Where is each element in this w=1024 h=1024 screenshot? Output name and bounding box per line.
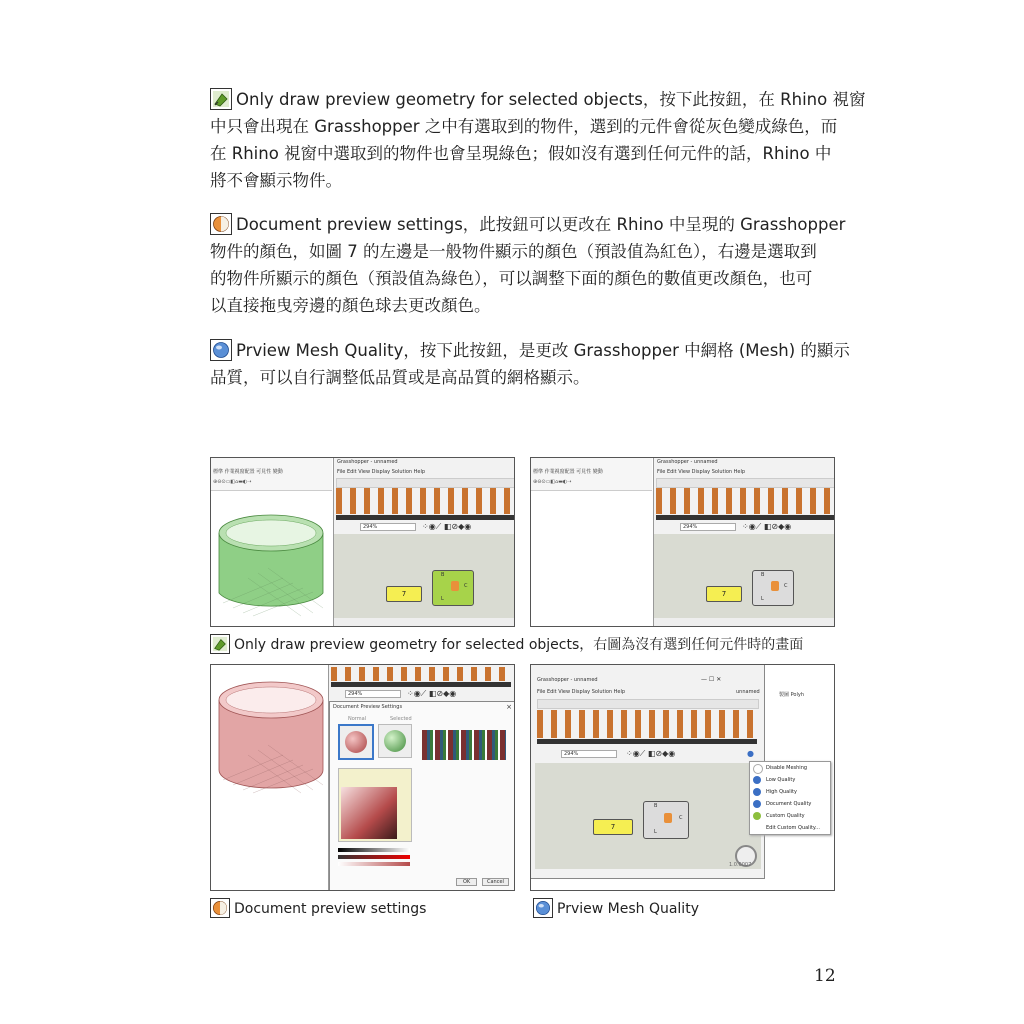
cylinder-component[interactable] (752, 570, 794, 606)
caption-mesh-quality (533, 898, 699, 919)
dialog-title: Document Preview Settings (333, 704, 403, 710)
selected-label: Selected (390, 716, 412, 722)
number-slider-component[interactable]: 7 (706, 586, 742, 602)
number-slider-component[interactable]: 7 (386, 586, 422, 602)
normal-color-swatch[interactable] (338, 724, 374, 760)
rhino-tool-icons: ⊕⊖⊙▭◧⌂▬◐⇢ (533, 479, 572, 485)
zoom-field[interactable]: 294% (561, 750, 617, 758)
caption-text: Document preview settings (234, 901, 427, 917)
document-preview-icon (210, 898, 230, 918)
screenshot-mesh-quality (530, 664, 835, 891)
custom-quality-icon (753, 812, 761, 820)
gh-title: Grasshopper - unnamed (537, 677, 598, 683)
red-cylinder-preview (213, 675, 328, 805)
cylinder-icon (664, 813, 672, 823)
number-slider-component[interactable]: 7 (593, 819, 633, 835)
gh-canvas[interactable] (334, 534, 515, 618)
gh-component-palette[interactable] (336, 488, 514, 514)
menu-item-edit-custom-quality[interactable]: Edit Custom Quality... (766, 825, 820, 831)
low-quality-icon (753, 776, 761, 784)
rhino-toolbar (211, 458, 332, 491)
preview-buttons-icons[interactable]: ⁘◉⟋ ◧⊘◆◉ (422, 522, 472, 531)
selected-preview-icon (210, 634, 230, 654)
gh-menu[interactable]: File Edit View Display Solution Help (537, 689, 626, 695)
color-slider[interactable] (338, 862, 410, 866)
gh-window (653, 458, 835, 627)
port-b: B (654, 803, 658, 809)
document-preview-icon (210, 213, 232, 235)
port-c: C (784, 583, 788, 589)
version-label: 1.0.0007 (729, 862, 752, 868)
caption-text: Only draw preview geometry for selected objects，右圖為沒有選到任何元件時的畫面 (234, 637, 804, 653)
green-cylinder-preview (213, 508, 331, 623)
gh-canvas[interactable] (654, 534, 835, 618)
menu-item-custom-quality[interactable]: Custom Quality (750, 810, 830, 822)
document-quality-icon (753, 800, 761, 808)
document-name: unnamed (736, 689, 760, 695)
menu-item-low-quality[interactable]: Low Quality (750, 774, 830, 786)
paragraph-document-preview (210, 211, 846, 319)
port-c: C (679, 815, 683, 821)
high-quality-icon (753, 788, 761, 796)
paragraph-line: 中只會出現在 Grasshopper 之中有選取到的物件，選到的元件會從灰色變成綠色，而 (210, 117, 838, 136)
menu-item-disable-meshing[interactable]: Disable Meshing (750, 762, 830, 774)
caption-selected-preview (210, 634, 803, 655)
gh-palette-labels (336, 515, 514, 520)
cylinder-component-selected[interactable] (432, 570, 474, 606)
port-b: B (761, 572, 765, 578)
rhino-tabs: 標準 作業視窗配置 可見性 變動 (533, 469, 603, 475)
paragraph-line: 品質，可以自行調整低品質或是高品質的網格顯示。 (210, 368, 590, 387)
gh-menu[interactable]: File Edit View Display Solution Help (657, 469, 746, 475)
rhino-tabs: 製圖 Polyh (779, 692, 805, 698)
rhino-tabs: 標準 作業視窗配置 可見性 變動 (213, 469, 283, 475)
rhino-toolbar (531, 458, 652, 491)
zoom-field[interactable]: 294% (360, 523, 416, 531)
caption-text: Prview Mesh Quality (557, 901, 699, 917)
gh-component-palette[interactable] (331, 667, 511, 681)
rhino-tool-icons: ⊕⊖⊙▭◧⌂▬◐⇢ (213, 479, 252, 485)
cancel-button[interactable]: Cancel (482, 878, 509, 886)
screenshot-document-preview-settings (210, 664, 515, 891)
normal-label: Normal (348, 716, 367, 722)
gh-tab-row[interactable] (656, 478, 835, 488)
preview-buttons-icons[interactable]: ⁘◉⟋ ◧⊘◆◉ (742, 522, 792, 531)
gh-window (328, 665, 515, 891)
ok-button[interactable]: OK (456, 878, 477, 886)
port-b: B (441, 572, 445, 578)
window-controls[interactable]: — ☐ ✕ (701, 676, 722, 683)
cylinder-icon (771, 581, 779, 591)
port-l: L (654, 829, 657, 835)
paragraph-mesh-quality (210, 337, 850, 391)
gh-statusbar (654, 618, 835, 627)
gh-statusbar (334, 618, 515, 627)
document-preview-dialog (329, 701, 515, 891)
mesh-quality-button-icon[interactable]: ● (747, 749, 754, 758)
paragraph-line: 在 Rhino 視窗中選取到的物件也會呈現綠色；假如沒有選到任何元件的話，Rhino 中 (210, 144, 832, 163)
preview-buttons-icons[interactable]: ⁘◉⟋ ◧⊘◆◉ (407, 689, 457, 698)
preview-buttons-icons[interactable]: ⁘◉⟋ ◧⊘◆◉ (626, 749, 676, 758)
caption-document-preview (210, 898, 426, 919)
screenshot-selected-preview-on (210, 457, 515, 627)
gh-window (531, 665, 765, 879)
paragraph-line: 物件的顏色，如圖 7 的左邊是一般物件顯示的顏色（預設值為紅色），右邊是選取到 (210, 242, 817, 261)
gh-title: Grasshopper - unnamed (657, 459, 718, 465)
color-picker-area[interactable] (338, 768, 412, 842)
zoom-field[interactable]: 294% (345, 690, 401, 698)
paragraph-selected-preview (210, 86, 866, 194)
mesh-quality-icon (533, 898, 553, 918)
disable-mesh-icon (753, 764, 763, 774)
menu-item-high-quality[interactable]: High Quality (750, 786, 830, 798)
gh-palette-labels (537, 739, 757, 744)
gh-window (333, 458, 515, 627)
paragraph-line: 的物件所顯示的顏色（預設值為綠色），可以調整下面的顏色的數值更改顏色，也可 (210, 269, 813, 288)
gh-canvas[interactable] (535, 763, 761, 869)
selected-preview-icon (210, 88, 232, 110)
cylinder-icon (451, 581, 459, 591)
gh-palette-labels (331, 682, 511, 687)
gh-palette-labels (656, 515, 834, 520)
paragraph-line: Document preview settings，此按鈕可以更改在 Rhino 中呈現的 Grasshopper (236, 215, 846, 234)
page-number: 12 (814, 966, 836, 986)
color-swatch-grid[interactable] (422, 730, 506, 760)
paragraph-line: Only draw preview geometry for selected objects，按下此按鈕，在 Rhino 視窗 (236, 90, 866, 109)
port-l: L (761, 596, 764, 602)
screenshot-no-selection (530, 457, 835, 627)
gh-tab-row[interactable] (336, 478, 515, 488)
port-c: C (464, 583, 468, 589)
selected-color-swatch[interactable] (378, 724, 412, 758)
gh-component-palette[interactable] (537, 710, 757, 738)
color-slider[interactable] (338, 855, 410, 859)
paragraph-line: 將不會顯示物件。 (210, 171, 342, 190)
gh-menu[interactable]: File Edit View Display Solution Help (337, 469, 426, 475)
color-slider[interactable] (338, 848, 410, 852)
mesh-quality-icon (210, 339, 232, 361)
cylinder-component[interactable] (643, 801, 689, 839)
close-icon[interactable]: × (506, 703, 512, 711)
paragraph-line: Prview Mesh Quality，按下此按鈕，是更改 Grasshopper 中網格 (Mesh) 的顯示 (236, 341, 850, 360)
gh-component-palette[interactable] (656, 488, 834, 514)
gh-title: Grasshopper - unnamed (337, 459, 398, 465)
zoom-field[interactable]: 294% (680, 523, 736, 531)
gh-tab-row[interactable] (537, 699, 759, 709)
paragraph-line: 以直接拖曳旁邊的顏色球去更改顏色。 (210, 296, 491, 315)
mesh-quality-menu (749, 761, 831, 835)
menu-item-document-quality[interactable]: Document Quality (750, 798, 830, 810)
port-l: L (441, 596, 444, 602)
